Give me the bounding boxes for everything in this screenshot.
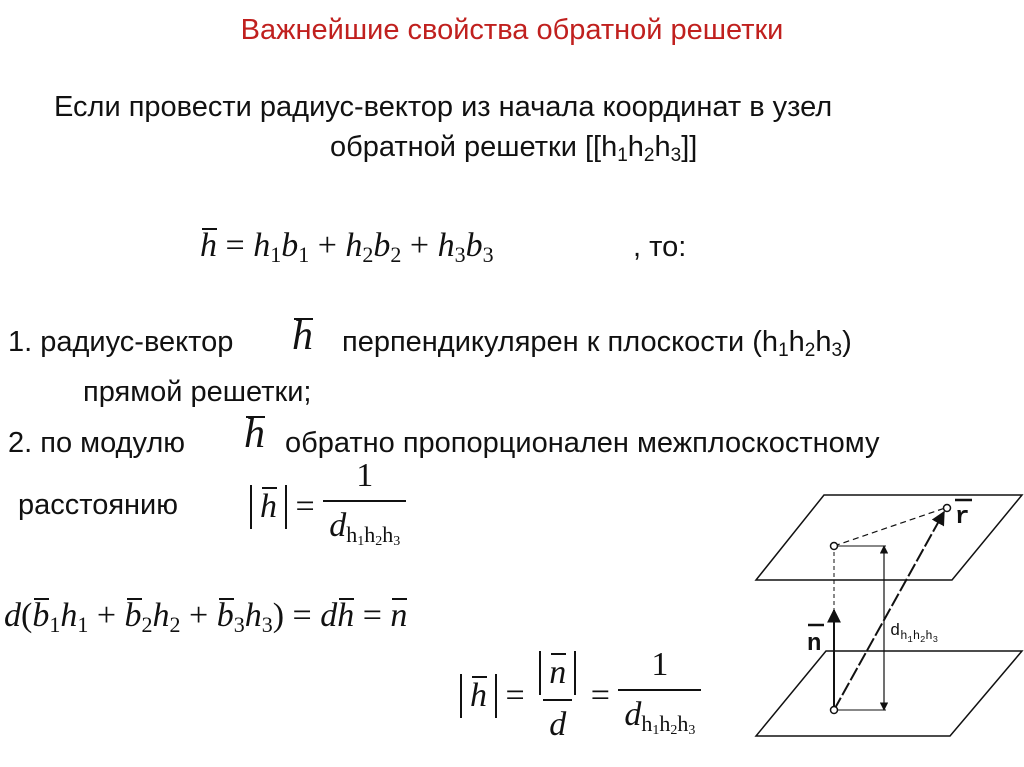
item-2-vector-h: h [244,411,265,457]
label-d: $d_h1h2h3$ [890,622,939,645]
item-2-line-2: расстоянию [18,489,179,521]
vector-r [834,512,944,710]
planes-diagram [740,480,1024,760]
intro-line-1: Если провести радиус-вектор из начала координат в узел [54,91,833,123]
item-1-prefix: 1. радиус-вектор [8,326,234,358]
dh-equals-n: $d(b_1h_1 + b_2h_2 + b_3h_3)$ = dh = n [4,597,408,637]
upper-plane [756,495,1022,580]
intro-line-2: обратной решетки $[[h_1h_2h_3]]$ [330,131,698,166]
label-n: n [807,631,822,658]
item-1-text: перпендикулярен к плоскости $(h_1h_2h_3)$ [342,326,852,361]
eq1-tail: , то: [633,231,687,263]
lower-plane [756,651,1022,736]
item-2-text: обратно пропорционален межплоскостному [285,427,880,459]
vector-h-expansion: $h = h_1b_1 + h_2b_2 + h_3b_3$ [200,227,494,267]
modulus-formula-1: h = $\frac{1}{d_{h_1h_2h_3}}$ [250,456,406,562]
lattice-node [944,505,951,512]
item-2-prefix: 2. по модулю [8,427,186,459]
top-node [831,543,838,550]
modulus-formula-2: h = $\frac{n}{d}$ = $\frac{1}{d_{h_1h_2h_3}}$ [460,645,701,751]
item-1-vector-h: h [292,313,313,359]
item-1-line-2: прямой решетки; [83,376,312,408]
slide-title: Важнейшие свойства обратной решетки [240,14,784,46]
origin-node [831,707,838,714]
label-r: r [955,504,970,531]
